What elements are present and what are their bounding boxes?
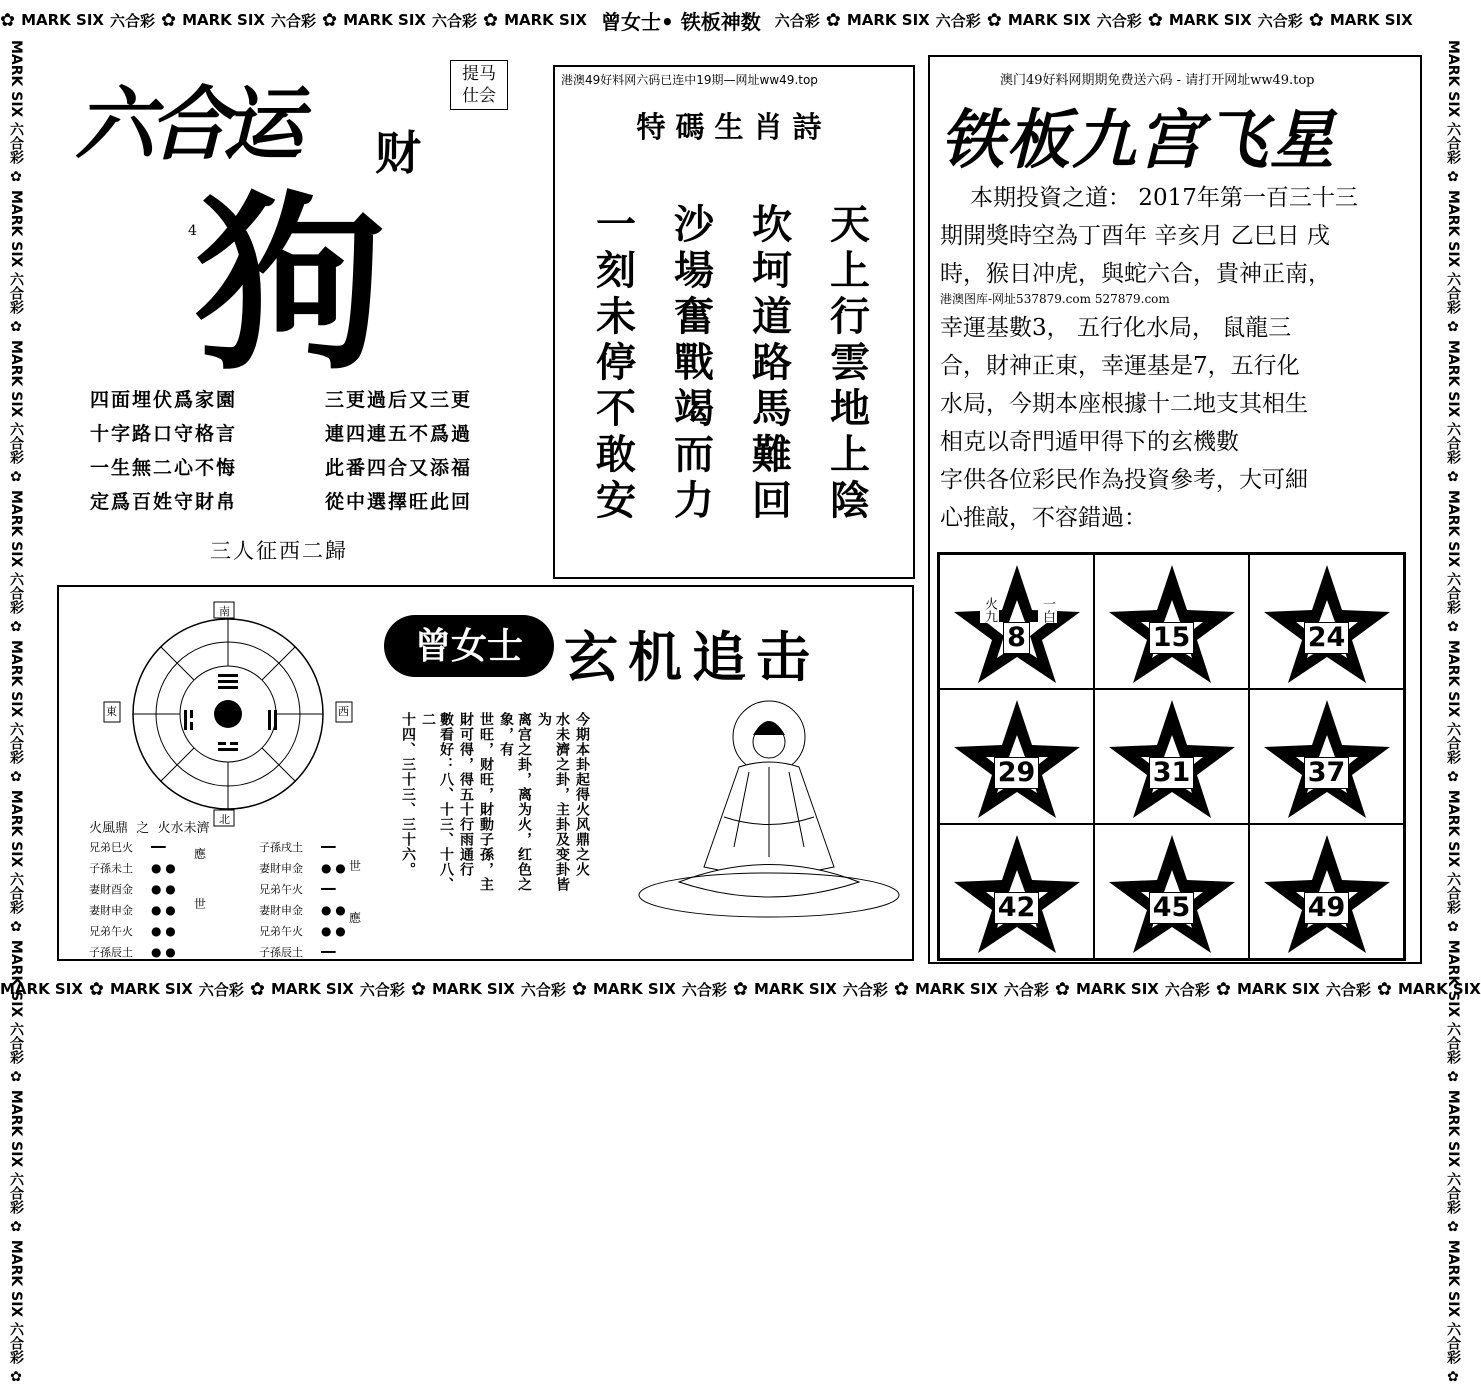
brand-en: MARK SIX: [0, 980, 83, 998]
luck-title-suffix: 财: [375, 126, 421, 180]
flower-icon: ✿: [0, 9, 16, 31]
zodiac-section: [55, 55, 545, 575]
poem-title: 特碼生肖詩: [636, 110, 832, 144]
number-cell: [939, 554, 1094, 689]
flower-icon: ✿: [322, 9, 338, 31]
top-title: 曾女士• 铁板神数: [600, 9, 761, 34]
brand-cn: 六合彩: [109, 11, 155, 30]
left-border: [0, 40, 38, 1385]
lucky-number: 42: [994, 892, 1040, 924]
brand-cn: 六合彩: [842, 980, 888, 999]
lucky-number: 24: [1304, 622, 1350, 654]
verse-line: 一生無二心不悔: [90, 457, 238, 479]
bagua-compass: [104, 602, 354, 827]
oracle-prose: 今期本卦起得火风鼎之火 水未濟之卦，主卦及变卦皆为 离宫之卦，离为火，红色之象，有 世旺，财旺，財動子孫，主 財可得，得五十行雨通行 數看好：八、十三、十八、二 十四、三十三、三十六。: [400, 712, 590, 892]
number-cell: [1094, 824, 1249, 959]
stamp: 提马 仕会: [450, 60, 508, 110]
brand-en: MARK SIX: [343, 11, 426, 29]
mark-ying-right: 應: [349, 911, 362, 925]
star-label-right: 一白: [1040, 597, 1055, 623]
brand-cn: 六合彩: [359, 980, 405, 999]
brand-en: MARK SIX: [431, 980, 515, 998]
mark-ying-left: 應: [194, 847, 207, 861]
poem-banner: 港澳49好料网六码已连中19期—网址ww49.top: [561, 73, 818, 87]
flower-icon: ✿: [1147, 9, 1163, 31]
mark-shi-left: 世: [194, 897, 207, 911]
lucky-number: 8: [1003, 622, 1030, 654]
left-border-strip: MARK SIX 六合彩 ✿ MARK SIX 六合彩 ✿ MARK SIX 六合彩 ✿ MARK SIX 六合彩 ✿ MARK SIX 六合彩 ✿ MARK SIX 六合彩 ✿ MARK SIX 六合彩 ✿ MARK SIX 六合彩 ✿ MARK SIX 六合彩 ✿: [8, 40, 24, 1385]
flower-icon: ✿: [986, 9, 1002, 31]
poem-panel: [553, 65, 915, 579]
brand-en: MARK SIX: [21, 11, 104, 29]
right-banner: 澳门49好料网期期免费送六码 - 请打开网址ww49.top: [1000, 73, 1315, 88]
flower-icon: ✿: [893, 978, 909, 1000]
verse-line: 三更過后又三更: [325, 389, 473, 411]
verse-line: 從中選擇旺此回: [325, 491, 473, 513]
brand-en: MARK SIX: [109, 980, 193, 998]
number-cell: [939, 689, 1094, 824]
oracle-badge: 曾女士: [384, 615, 554, 677]
verse-line: 十字路口守格言: [90, 423, 238, 445]
brand-cn: 六合彩: [431, 11, 477, 30]
brand-en: MARK SIX: [1007, 11, 1091, 29]
brand-en: MARK SIX: [592, 980, 676, 998]
meditating-figure-illustration: [629, 697, 909, 922]
verse-line: 定爲百姓守財帛: [90, 491, 238, 513]
flower-icon: ✿: [483, 9, 499, 31]
brand-cn: 六合彩: [1164, 980, 1210, 999]
brand-cn: 六合彩: [774, 11, 820, 30]
flower-icon: ✿: [1215, 978, 1231, 1000]
poem-grid: 一 沙 坎 天 刻 場 坷 上 未 奮 道 行 停 戰 路 雲 不 竭 馬 地 敢 而 難 上 安 力 回 陰: [596, 201, 870, 524]
brand-en: MARK SIX: [270, 980, 354, 998]
brand-en: MARK SIX: [182, 11, 265, 29]
right-border-strip: MARK SIX 六合彩 ✿ MARK SIX 六合彩 ✿ MARK SIX 六合彩 ✿ MARK SIX 六合彩 ✿ MARK SIX 六合彩 ✿ MARK SIX 六合彩 ✿ MARK SIX 六合彩 ✿ MARK SIX 六合彩 ✿ MARK SIX 六合彩 ✿: [1445, 40, 1461, 1385]
brand-en: MARK SIX: [846, 11, 930, 29]
top-border: [0, 0, 1475, 40]
compass-west: 西: [338, 705, 349, 718]
brand-en: MARK SIX: [1075, 980, 1159, 998]
number-cell: [1094, 554, 1249, 689]
lucky-number: 45: [1149, 892, 1195, 924]
number-cell: [939, 824, 1094, 959]
lucky-number: 49: [1304, 892, 1350, 924]
nine-star-panel: [928, 55, 1422, 964]
brand-en: MARK SIX: [1236, 980, 1320, 998]
brand-cn: 六合彩: [1096, 11, 1142, 30]
oracle-title: 玄机追击: [564, 625, 820, 689]
flower-icon: ✿: [1376, 978, 1392, 1000]
brand-en: MARK SIX: [504, 11, 587, 29]
flower-icon: ✿: [1054, 978, 1070, 1000]
flower-icon: ✿: [410, 978, 426, 1000]
investment-paragraph: 本期投資之道： 2017年第一百三十三 期開獎時空為丁酉年 辛亥月 乙巳日 戌 時，猴日冲虎，與蛇六合，貴神正南， 幸運基數3， 五行化水局， 鼠龍三 合，財神正東，幸運基是7，五行化 水局，今期本座根據十二地支其相生 相克以奇門遁甲得下的玄機數 字供各位彩民作為投資參考，大可細 心推敲，不容錯過：: [940, 185, 1358, 531]
hint-text: 三人征西二歸: [210, 539, 348, 563]
lucky-number: 31: [1149, 757, 1195, 789]
lucky-number: 29: [994, 757, 1040, 789]
brand-cn: 六合彩: [1325, 980, 1371, 999]
flower-icon: ✿: [88, 978, 104, 1000]
flower-icon: ✿: [161, 9, 177, 31]
hex-left: 兄弟巳火 子孫未土 妻財酉金 妻財申金 兄弟午火 子孫辰土: [89, 841, 133, 959]
hex-right-lines: ━━ ● ● ━━ ● ● ● ● ━━: [321, 840, 346, 959]
verse-right: [325, 383, 472, 519]
flower-icon: ✿: [732, 978, 748, 1000]
lucky-number: 37: [1304, 757, 1350, 789]
right-border: [1437, 40, 1475, 1385]
star-label-left: 火九: [982, 597, 997, 623]
number-cell: [1249, 824, 1404, 959]
flower-icon: ✿: [249, 978, 265, 1000]
watermark: 港澳图库-网址537879.com 527879.com: [940, 292, 1170, 306]
number-cell: [1094, 689, 1249, 824]
brand-cn: 六合彩: [198, 980, 244, 999]
brand-cn: 六合彩: [520, 980, 566, 999]
brand-cn: 六合彩: [1257, 11, 1303, 30]
verse-left: [90, 383, 237, 519]
brand-en: MARK SIX: [753, 980, 837, 998]
brand-en: MARK SIX: [1168, 11, 1252, 29]
brand-cn: 六合彩: [681, 980, 727, 999]
hex-left-lines: ━━ ● ● ● ● ● ● ● ● ● ●: [151, 840, 176, 959]
brand-cn: 六合彩: [1003, 980, 1049, 999]
verse-line: 連四連五不爲過: [325, 423, 473, 445]
brand-en: MARK SIX: [1397, 980, 1481, 998]
brand-cn: 六合彩: [935, 11, 981, 30]
hex-right: 子孫戌土 妻財申金 兄弟午火 妻財申金 兄弟午火 子孫辰土: [259, 841, 303, 959]
bottom-border: [0, 969, 1481, 1009]
lucky-number: 15: [1149, 622, 1195, 654]
flower-icon: ✿: [571, 978, 587, 1000]
oracle-panel: [57, 585, 914, 961]
flower-icon: ✿: [1308, 9, 1324, 31]
nine-star-title: 铁板九宫飞星: [940, 103, 1336, 178]
verse-line: 此番四合又添福: [325, 457, 473, 479]
compass-north: 北: [219, 813, 230, 826]
compass-south: 南: [219, 605, 230, 618]
number-cell: [1249, 554, 1404, 689]
flower-icon: ✿: [825, 9, 841, 31]
number-grid: [937, 552, 1406, 961]
compass-east: 東: [106, 705, 117, 718]
zodiac-character: 狗: [195, 173, 386, 396]
luck-title: 六合运: [75, 77, 297, 171]
verse-line: 四面埋伏爲家園: [90, 389, 238, 411]
mark-shi-right: 世: [349, 859, 362, 873]
brand-en: MARK SIX: [914, 980, 998, 998]
brand-en: MARK SIX: [1329, 11, 1413, 29]
hexagram-title: 火風鼎 之 火水未濟: [89, 821, 210, 836]
number-cell: [1249, 689, 1404, 824]
small-number: 4: [188, 223, 197, 239]
brand-cn: 六合彩: [270, 11, 316, 30]
